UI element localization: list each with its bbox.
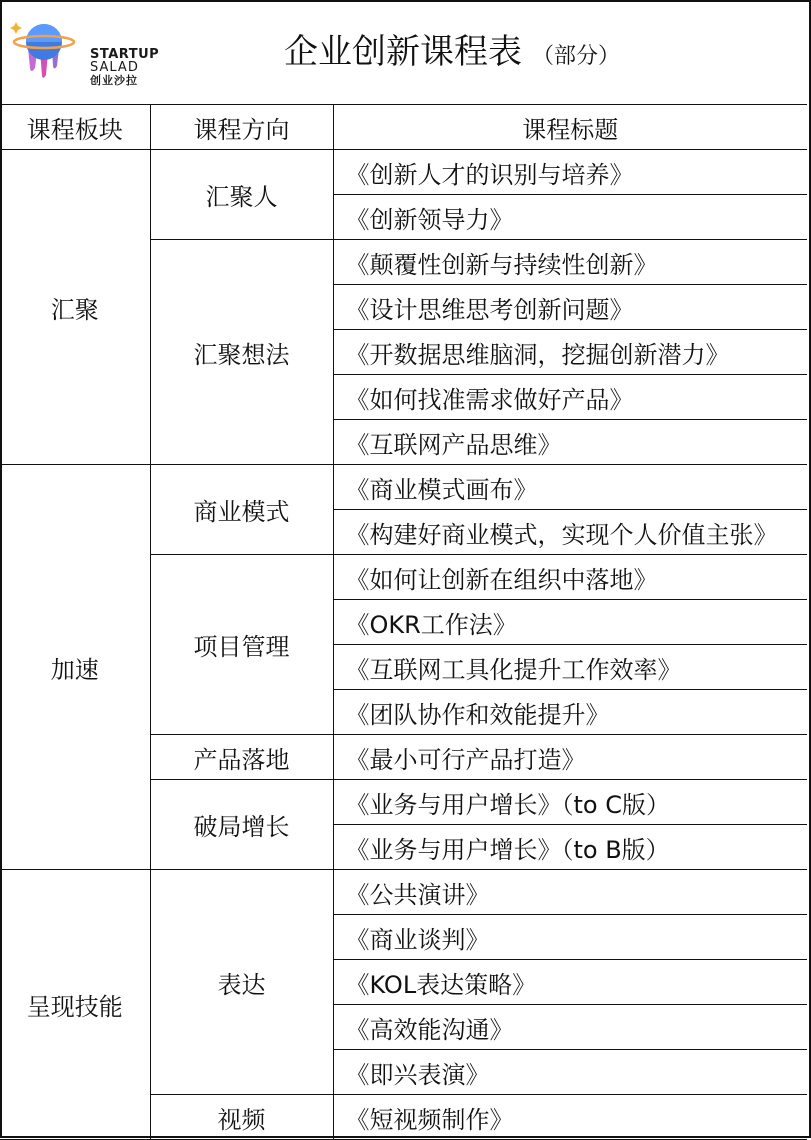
course-cell: 《团队协作和效能提升》 bbox=[333, 690, 807, 735]
block-cell: 汇聚 bbox=[0, 150, 150, 465]
course-cell: 《开数据思维脑洞，挖掘创新潜力》 bbox=[333, 330, 807, 375]
course-cell: 《颠覆性创新与持续性创新》 bbox=[333, 240, 807, 285]
course-cell: 《创新领导力》 bbox=[333, 195, 807, 240]
logo-text bbox=[90, 48, 159, 87]
header-direction: 课程方向 bbox=[150, 105, 333, 150]
course-cell: 《KOL表达策略》 bbox=[333, 960, 807, 1005]
page-title bbox=[284, 30, 620, 79]
course-cell: 《如何让创新在组织中落地》 bbox=[333, 555, 807, 600]
table-row bbox=[0, 870, 807, 915]
course-cell: 《商业模式画布》 bbox=[333, 465, 807, 510]
header-block: 课程板块 bbox=[0, 105, 150, 150]
startup-salad-logo bbox=[10, 18, 160, 87]
course-cell: 《最小可行产品打造》 bbox=[333, 735, 807, 780]
header-course-title: 课程标题 bbox=[333, 105, 807, 150]
logo-line-2: SALAD bbox=[90, 60, 139, 75]
course-table bbox=[0, 105, 807, 1140]
direction-cell: 表达 bbox=[150, 870, 333, 1095]
direction-cell: 破局增长 bbox=[150, 780, 333, 870]
course-cell: 《公共演讲》 bbox=[333, 870, 807, 915]
course-cell: 《构建好商业模式，实现个人价值主张》 bbox=[333, 510, 807, 555]
course-cell: 《高效能沟通》 bbox=[333, 1005, 807, 1050]
title-main: 企业创新课程表 bbox=[284, 32, 522, 72]
course-cell: 《短视频制作》 bbox=[333, 1095, 807, 1140]
course-cell: 《如何找准需求做好产品》 bbox=[333, 375, 807, 420]
direction-cell: 项目管理 bbox=[150, 555, 333, 735]
direction-cell: 商业模式 bbox=[150, 465, 333, 555]
block-cell: 加速 bbox=[0, 465, 150, 870]
direction-cell: 汇聚人 bbox=[150, 150, 333, 240]
block-cell: 呈现技能 bbox=[0, 870, 150, 1140]
logo-line-3: 创业沙拉 bbox=[90, 74, 138, 87]
direction-cell: 视频 bbox=[150, 1095, 333, 1140]
direction-cell: 汇聚想法 bbox=[150, 240, 333, 465]
table-row bbox=[0, 150, 807, 195]
course-cell: 《设计思维思考创新问题》 bbox=[333, 285, 807, 330]
course-cell: 《业务与用户增长》（to B版） bbox=[333, 825, 807, 870]
course-cell: 《互联网工具化提升工作效率》 bbox=[333, 645, 807, 690]
table-header-row bbox=[0, 105, 807, 150]
course-cell: 《创新人才的识别与培养》 bbox=[333, 150, 807, 195]
direction-cell: 产品落地 bbox=[150, 735, 333, 780]
course-cell: 《即兴表演》 bbox=[333, 1050, 807, 1095]
logo-line-1: STARTUP bbox=[90, 47, 160, 62]
course-cell: 《业务与用户增长》（to C版） bbox=[333, 780, 807, 825]
planet-icon bbox=[10, 18, 80, 80]
course-cell: 《互联网产品思维》 bbox=[333, 420, 807, 465]
course-cell: 《OKR工作法》 bbox=[333, 600, 807, 645]
title-sub: （部分） bbox=[532, 44, 621, 69]
course-cell: 《商业谈判》 bbox=[333, 915, 807, 960]
table-row bbox=[0, 465, 807, 510]
header bbox=[0, 0, 807, 105]
